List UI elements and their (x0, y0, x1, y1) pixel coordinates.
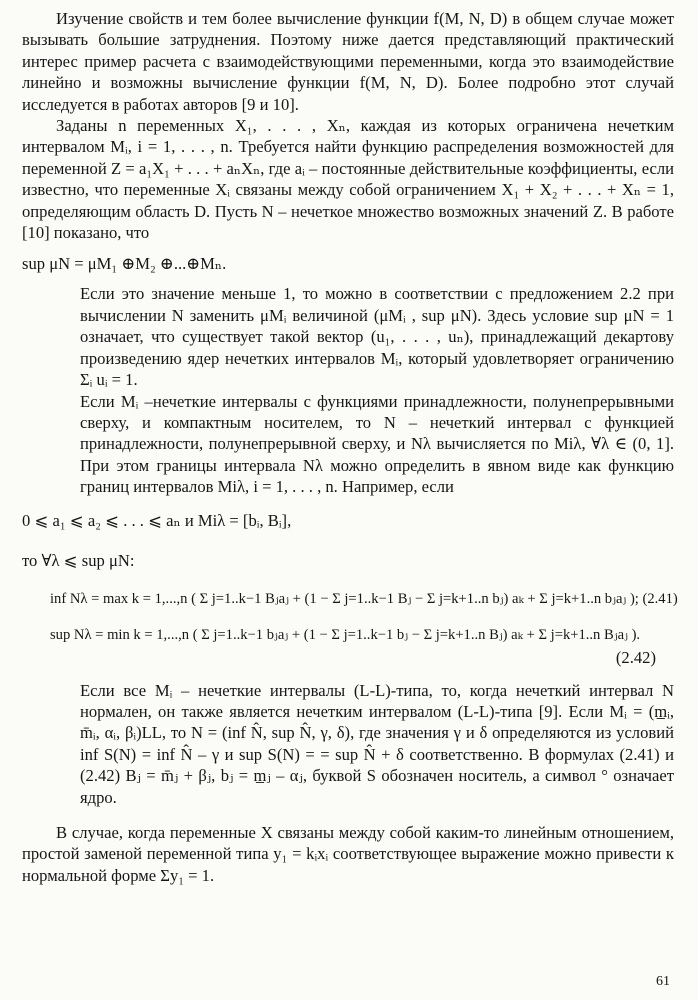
page-number: 61 (656, 974, 670, 989)
paragraph-fuzzy-intervals: Если Mᵢ –нечеткие интервалы с функциями принадлежности, полунепрерывными сверху, и компактным носителем, то N – нечеткий интервал с функцией принадлежности, полунепрерывной сверху, и Nλ вычисляется по Miλ, ∀λ ∈ (0, 1]. При этом границы интервала Nλ можно определить в явном виде как функцию границ интервалов Miλ, i = 1, . . . , n. Например, если (80, 391, 674, 497)
equation-number-242: (2.42) (615, 647, 656, 667)
formula-ordering: 0 ⩽ a₁ ⩽ a₂ ⩽ . . . ⩽ aₙ и Miλ = [bᵢ, Bᵢ], (22, 510, 292, 530)
formula-block-241 (22, 588, 678, 610)
paragraph-intro: Изучение свойств и тем более вычисление функции f(M, N, D) в общем случае может вызывать большие затруднения. Поэтому ниже дается представляющий практический интерес пример расчета с взаимодействующими переменными, когда это взаимодействие линейно и возможны вычисление функции f(M, N, D). Более подробно этот случай исследуется в работах авторов [9 и 10]. (22, 9, 674, 114)
formula-inf-n-lambda: inf Nλ = max k = 1,...,n ( Σ j=1..k−1 Bⱼaⱼ + (1 − Σ j=1..k−1 Bⱼ − Σ j=k+1..n bⱼ) aₖ + Σ j=k+1..n bⱼaⱼ ); (2.41) (50, 590, 678, 607)
paragraph-ll-type: Если все Mᵢ – нечеткие интервалы (L-L)-типа, то, когда нечеткий интервал N нормален, он также является нечетким интервалом (L-L)-типа [9]. Если Mᵢ = (m̲ᵢ, m̄ᵢ, αᵢ, βᵢ)LL, то N = (inf N̂, sup N̂, γ, δ), где значения γ и δ определяются из условий inf S(N) = inf N̂ – γ и sup S(N) = = sup N̂ + δ соответственно. В формулах (2.41) и (2.42) Bⱼ = m̄ⱼ + βⱼ, bⱼ = m̲ⱼ – αⱼ, буквой S обозначен носитель, а символ ° означает ядро. (80, 680, 674, 807)
paragraph-problem: Заданы n переменных X₁, . . . , Xₙ, каждая из которых ограничена нечетким интервалом Mᵢ, i = 1, . . . , n. Требуется найти функцию распределения возможностей для переменной Z = a₁X₁ + . . . + aₙXₙ, где aᵢ – постоянные действительные коэффициенты, если известно, что переменные Xᵢ связаны между собой ограничением X₁ + X₂ + . . . + Xₙ = 1, определяющим область D. Пусть N – нечеткое множество возможных значений Z. В работе [10] показано, что (22, 116, 674, 243)
formula-for-all-lambda: то ∀λ ⩽ sup μN: (22, 550, 135, 570)
paragraph-condition: Если это значение меньше 1, то можно в соответствии с предложением 2.2 при вычислении N заменить μMᵢ величиной (μMᵢ , sup μN). Здесь условие sup μN = 1 означает, что существует такой вектор (u₁, . . . , uₙ), принадлежащий декартову произведению ядер нечетких интервалов Mᵢ, который удовлетворяет ограничению Σᵢ uᵢ = 1. (80, 284, 674, 390)
formula-block-242 (22, 624, 674, 672)
formula-sup-mu: sup μN = μM₁ ⊕M₂ ⊕...⊕Mₙ. (22, 254, 227, 274)
section-gap (22, 808, 674, 822)
page-body (22, 8, 678, 886)
formula-sup-n-lambda: sup Nλ = min k = 1,...,n ( Σ j=1..k−1 bⱼaⱼ + (1 − Σ j=1..k−1 bⱼ − Σ j=k+1..n Bⱼ) aₖ + Σ j=k+1..n Bⱼaⱼ ). (50, 626, 641, 643)
paragraph-linear-relation: В случае, когда переменные X связаны между собой каким-то линейным отношением, простой заменой переменной типа y₁ = kᵢxᵢ соответствующее выражение можно привести к нормальной форме Σy₁ = 1. (22, 822, 674, 885)
